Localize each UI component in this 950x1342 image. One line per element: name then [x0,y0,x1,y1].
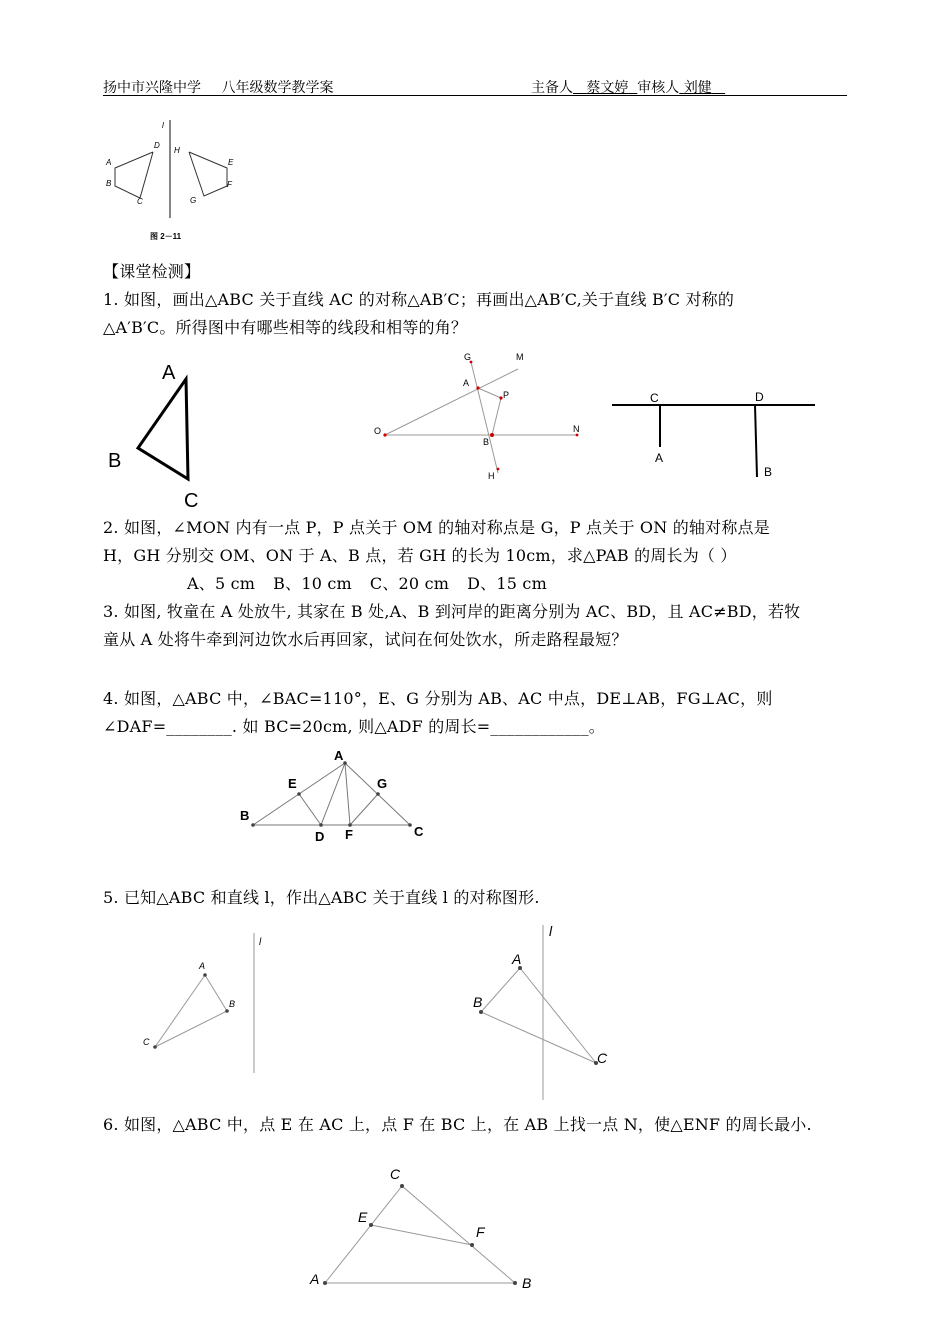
q4-label-D: D [315,829,325,844]
point-O [383,433,386,436]
point-B [513,1281,517,1285]
ang-label-O: O [374,426,382,436]
label-G: G [190,196,197,205]
figure-q2-angle [370,350,590,485]
question-6: 6. 如图，△ABC 中，点 E 在 AC 上，点 F 在 BC 上，在 AB 上找一点 N，使△ENF 的周长最小. [103,1115,812,1134]
figure-q5-left [135,925,275,1080]
segment-AF [345,763,350,825]
q3-line1: 3. 如图, 牧童在 A 处放牛, 其家在 B 处,A、B 到河岸的距离分别为 AC、BD，且 AC≠BD，若牧 [103,602,801,621]
point-B [251,823,255,827]
q5a-label-l: l [259,937,262,948]
section-title: 【课堂检测】 [103,262,201,281]
point-D [319,823,323,827]
ang-label-B: B [483,437,490,447]
point-B [479,1010,483,1014]
question-4 [103,685,848,741]
q5b-label-B: B [473,994,483,1010]
q5b-label-l: l [549,923,553,939]
header-school [103,77,333,97]
river-label-B: B [764,465,773,479]
q1-line1: 1. 如图，画出△ABC 关于直线 AC 的对称△AB′C；再画出△AB′C,关于直线 B′C 对称的 [103,290,735,309]
q6-label-A: A [310,1271,320,1287]
point-E [369,1223,373,1227]
q2-option-b: B、10 cm [273,574,352,593]
tri-label-B: B [108,450,122,472]
ang-label-M: M [516,352,524,362]
ray-OM [385,369,518,435]
tri-label-C: C [184,490,199,512]
q5a-label-C: C [143,1037,150,1047]
triangle-abc [253,763,410,825]
q4-label-C: C [414,824,424,839]
segment-ED [299,794,321,825]
q2-line1: 2. 如图，∠MON 内有一点 P，P 点关于 OM 的轴对称点是 G，P 点关于 ON 的轴对称点是 [103,518,770,537]
point-N [576,434,579,437]
question-5: 5. 已知△ABC 和直线 l，作出△ABC 关于直线 l 的对称图形. [103,888,540,907]
triangle-abc [155,975,227,1047]
label-C: C [137,197,143,206]
q2-option-c: C、20 cm [369,574,450,593]
school-name: 扬中市兴隆中学 [103,80,201,96]
ang-label-N: N [573,424,580,434]
q5b-label-C: C [597,1050,608,1066]
segment-PB [492,398,501,435]
q4-label-F: F [345,827,353,842]
q6-label-C: C [390,1166,401,1182]
figure-q4-triangle [235,745,435,845]
segment-AD [321,763,345,825]
q4-line2: ∠DAF=________. 如 BC=20cm, 则△ADF 的周长=____________。 [103,717,606,736]
q2-line2: H，GH 分别交 OM、ON 于 A、B 点，若 GH 的长为 10cm，求△PAB 的周长为（ ） [103,546,737,565]
q4-label-B: B [240,808,250,823]
point-C [408,823,412,827]
river-label-C: C [650,391,659,405]
label-B: B [106,179,112,188]
river-label-A: A [655,451,664,465]
header-authors [531,77,725,97]
course-name: 八年级数学教学案 [221,80,334,96]
point-H [497,468,500,471]
q6-label-E: E [358,1209,368,1225]
q2-option-a: A、5 cm [187,574,256,593]
segment-BD [755,405,757,477]
question-3 [103,598,848,654]
ang-label-G: G [464,352,472,362]
q6-label-F: F [476,1224,485,1240]
point-A [476,386,479,389]
q2-option-d: D、15 cm [467,574,547,593]
segment-GH [471,362,498,473]
q5a-label-B: B [229,999,236,1009]
q2-options [103,570,848,598]
ang-label-A: A [463,378,470,388]
q4-label-A: A [334,748,344,763]
point-A [323,1281,327,1285]
quad-right [189,152,227,196]
point-B [490,433,494,437]
figure-q5-right [465,920,625,1105]
figure-caption: 图 2－11 [150,232,182,241]
point-F [470,1243,474,1247]
point-B [225,1009,229,1013]
reviewer-label: 审核人 [637,80,680,96]
point-E [297,792,301,796]
point-A [343,761,347,765]
quad-left [115,152,153,198]
preparer-label: 主备人 [531,80,573,96]
point-A [203,973,207,977]
river-label-D: D [755,390,764,404]
preparer-name: 蔡文婷 [586,80,629,96]
q5b-label-A: A [512,951,522,967]
header-rule [103,95,847,96]
q5a-label-A: A [199,961,206,971]
q4-label-E: E [288,776,297,791]
point-C [153,1045,157,1049]
label-A: A [106,158,112,167]
point-C [400,1184,404,1188]
figure-q1-triangle [100,355,220,515]
q6-label-B: B [522,1275,532,1291]
segment-EF [371,1225,472,1245]
reviewer-name: 刘健 [683,80,712,96]
point-G [376,792,380,796]
label-H: H [174,146,180,155]
label-D: D [154,141,160,150]
triangle-abc [481,968,596,1063]
figure-q6-triangle [300,1160,550,1300]
figure-top-reflection [100,110,260,245]
label-E: E [228,158,234,167]
figure-q3-river [605,385,825,485]
segment-GF [350,794,378,825]
label-l: l [162,121,164,130]
ang-label-H: H [488,471,495,481]
question-2 [103,514,848,598]
q1-line2: △A′B′C。所得图中有哪些相等的线段和相等的角？ [103,318,468,337]
q4-line1: 4. 如图，△ABC 中，∠BAC=110°，E、G 分别为 AB、AC 中点，DE⊥AB，FG⊥AC，则 [103,689,773,708]
question-1 [103,286,848,342]
label-F: F [227,180,232,189]
tri-label-A: A [162,362,176,384]
q4-label-G: G [377,776,388,791]
q3-line2: 童从 A 处将牛牵到河边饮水后再回家，试问在何处饮水，所走路程最短？ [103,630,628,649]
ang-label-P: P [503,390,510,400]
triangle-abc [138,379,188,479]
segment-AP [478,388,501,398]
